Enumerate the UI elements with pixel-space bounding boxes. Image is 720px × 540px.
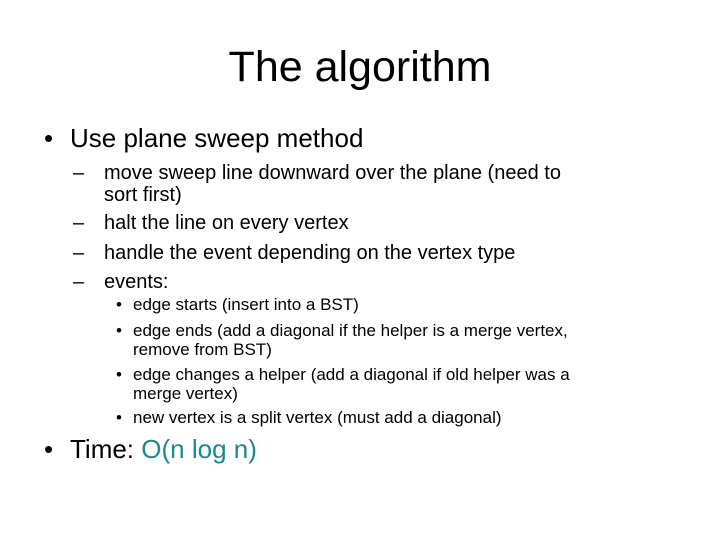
subitem-halt-line [73, 212, 349, 235]
bullet-marker: • [116, 365, 122, 384]
bullet-marker: • [44, 123, 54, 153]
subitem-handle-event [73, 242, 516, 265]
complexity-highlight: O(n log n) [141, 434, 257, 464]
subitem-text: handle the event depending on the vertex type [104, 242, 516, 264]
dash-marker: – [73, 242, 85, 264]
dash-marker: – [73, 162, 85, 184]
bullet-marker: • [44, 434, 54, 464]
bullet-text: Time: [70, 434, 142, 464]
subitem-move-sweep-line-cont [104, 184, 182, 207]
bullet-plane-sweep [44, 123, 364, 153]
event-edge-ends [116, 321, 568, 340]
bullet-marker: • [116, 295, 122, 314]
subitem-move-sweep-line [73, 162, 561, 185]
subitem-text: events: [104, 271, 169, 293]
event-edge-changes-helper [116, 365, 570, 384]
dash-marker: – [73, 212, 85, 234]
subitem-text-continued: sort first) [104, 184, 182, 206]
event-edge-ends-cont [133, 341, 272, 359]
subitem-text: halt the line on every vertex [104, 212, 349, 234]
bullet-marker: • [116, 321, 122, 340]
dash-marker: – [73, 271, 85, 293]
event-text: edge ends (add a diagonal if the helper is a merge vertex, [133, 321, 568, 340]
bullet-text: Use plane sweep method [70, 123, 364, 153]
event-edge-starts [116, 295, 359, 314]
bullet-time-complexity [44, 434, 257, 464]
event-text-continued: remove from BST) [133, 340, 272, 359]
event-new-vertex-split [116, 408, 502, 427]
event-edge-changes-helper-cont [133, 385, 238, 403]
event-text: edge starts (insert into a BST) [133, 295, 359, 314]
event-text: edge changes a helper (add a diagonal if old helper was a [133, 365, 570, 384]
subitem-text: move sweep line downward over the plane (need to [104, 162, 561, 184]
slide-title: The algorithm [228, 43, 492, 91]
bullet-marker: • [116, 408, 122, 427]
event-text-continued: merge vertex) [133, 384, 238, 403]
event-text: new vertex is a split vertex (must add a diagonal) [133, 408, 502, 427]
subitem-events [73, 271, 169, 294]
